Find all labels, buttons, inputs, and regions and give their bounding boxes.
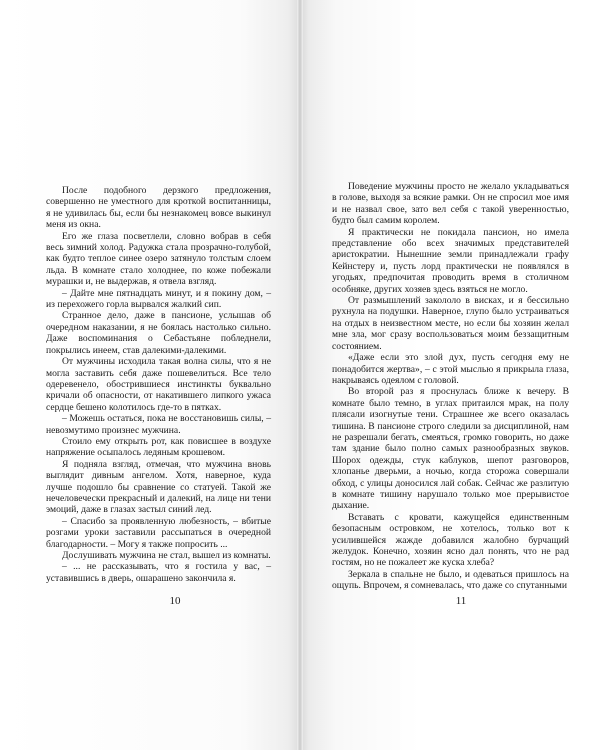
paragraph: После подобного дерзкого предложения, совершенно не уместного для кроткой воспитанницы, я не удивилась бы, если бы незнакомец вовсе выкинул меня из окна. [46,185,271,231]
paragraph: – ... не рассказывать, что я гостила у вас, – уставившись в дверь, ошарашено закончила я. [46,561,271,584]
paragraph: Я подняла взгляд, отмечая, что мужчина вновь выглядит дивным ангелом. Хотя, наверное, куда лучше подошло бы сравнение со статуей. Такой же нечеловечески прекрасный и далекий, на лице ни тени эмоций, даже в глазах застыл синий лед. [46,458,271,516]
right-page-gutter-shadow [300,0,303,750]
right-page-text [332,181,569,592]
paragraph: Я практически не покидала пансион, но имела представление обо всех значимых представителей аристократии. Нынешние земли принадлежали графу Кейнстеру и, пусть лорд практически не появлялся в угодьях, предпочитая проводить время в столичном особняке, других хозяев здесь взяться не могло. [332,226,569,295]
paragraph: Его же глаза посветлели, словно вобрав в себя весь зимний холод. Радужка стала прозрачно-голубой, как будто теплое синее озеро затянуло толстым слоем льда. В комнате стало холоднее, по коже побежали мурашки и, не выдержав, я отвела взгляд. [46,230,271,288]
paragraph: Дослушивать мужчина не стал, вышел из комнаты. [62,550,271,561]
paragraph: Странное дело, даже в пансионе, услышав об очередном наказании, я не боялась настолько сильно. Даже воспоминания о Себастьяне побледнели, покрылись инеем, став далекими-далекими. [46,310,271,356]
paragraph: Вставать с кровати, кажущейся единственным безопасным островком, не хотелось, только вот к усилившейся жажде добавился жалобно бурчащий желудок. Конечно, хозяин ясно дал понять, что не рад гостям, но не пожалеет же куска хлеба? [332,511,569,569]
paragraph: От размышлений закололо в висках, и я бессильно рухнула на подушки. Наверное, глупо было устраиваться на отдых в неизвестном месте, но если бы хозяин желал мне зла, мог сразу воспользоваться моим беззащитным состоянием. [332,295,569,352]
paragraph: Стоило ему открыть рот, как повисшее в воздухе напряжение осыпалось ледяным крошевом. [46,435,271,459]
left-page-text [46,185,271,584]
paragraph: – Спасибо за проявленную любезность, – вбитые розгами уроки заставили рассыпаться в очередной благодарности. – Могу я также попросить ... [46,515,271,550]
paragraph: Зеркала в спальне не было, и одеваться пришлось на ощупь. Впрочем, я сомневалась, что даже со спутанными [332,568,569,592]
page-number-right: 11 [455,595,467,607]
paragraph: Во второй раз я проснулась ближе к вечеру. В комнате было темно, в углах притаился мрак, на полу плясали изогнутые тени. Страшнее же всего оказалась тишина. В пансионе строго следили за дисциплиной, нам не разрешали бегать, смеяться, громко говорить, но даже там здание было полно самых разнообразных звуков. Шорох одежды, стук каблуков, шепот разговоров, хлопанье дверьми, а ночью, когда сторожа совершали обход, с улицы доносился лай собак. Сейчас же разлитую в комнате тишину нарушало только мое прерывистое дыхание. [332,386,569,512]
right-page [300,0,600,750]
paragraph: – Дайте мне пятнадцать минут, и я покину дом, – из перехожего горла вырвался жалкий сип. [46,287,271,311]
paragraph: Поведение мужчины просто не желало укладываться в голове, выходя за всякие рамки. Он не спросил мое имя и не назвал свое, зато вел себя с такой уверенностью, будто был самим королем. [332,181,569,227]
paragraph: От мужчины исходила такая волна силы, что я не могла заставить себя даже пошевелиться. Все тело одеревенело, обострившиеся инстинкты буквально кричали об опасности, от накатившего липкого ужаса сердце бешено колотилось где-то в пятках. [46,356,271,413]
paragraph: – Можешь остаться, пока не восстановишь силы, – невозмутимо произнес мужчина. [46,413,271,436]
page-number-left: 10 [169,595,181,607]
paragraph: «Даже если это злой дух, пусть сегодня ему не понадобится жертва», – с этой мыслью я прикрыла глаза, накрываясь одеялом с головой. [332,352,569,386]
